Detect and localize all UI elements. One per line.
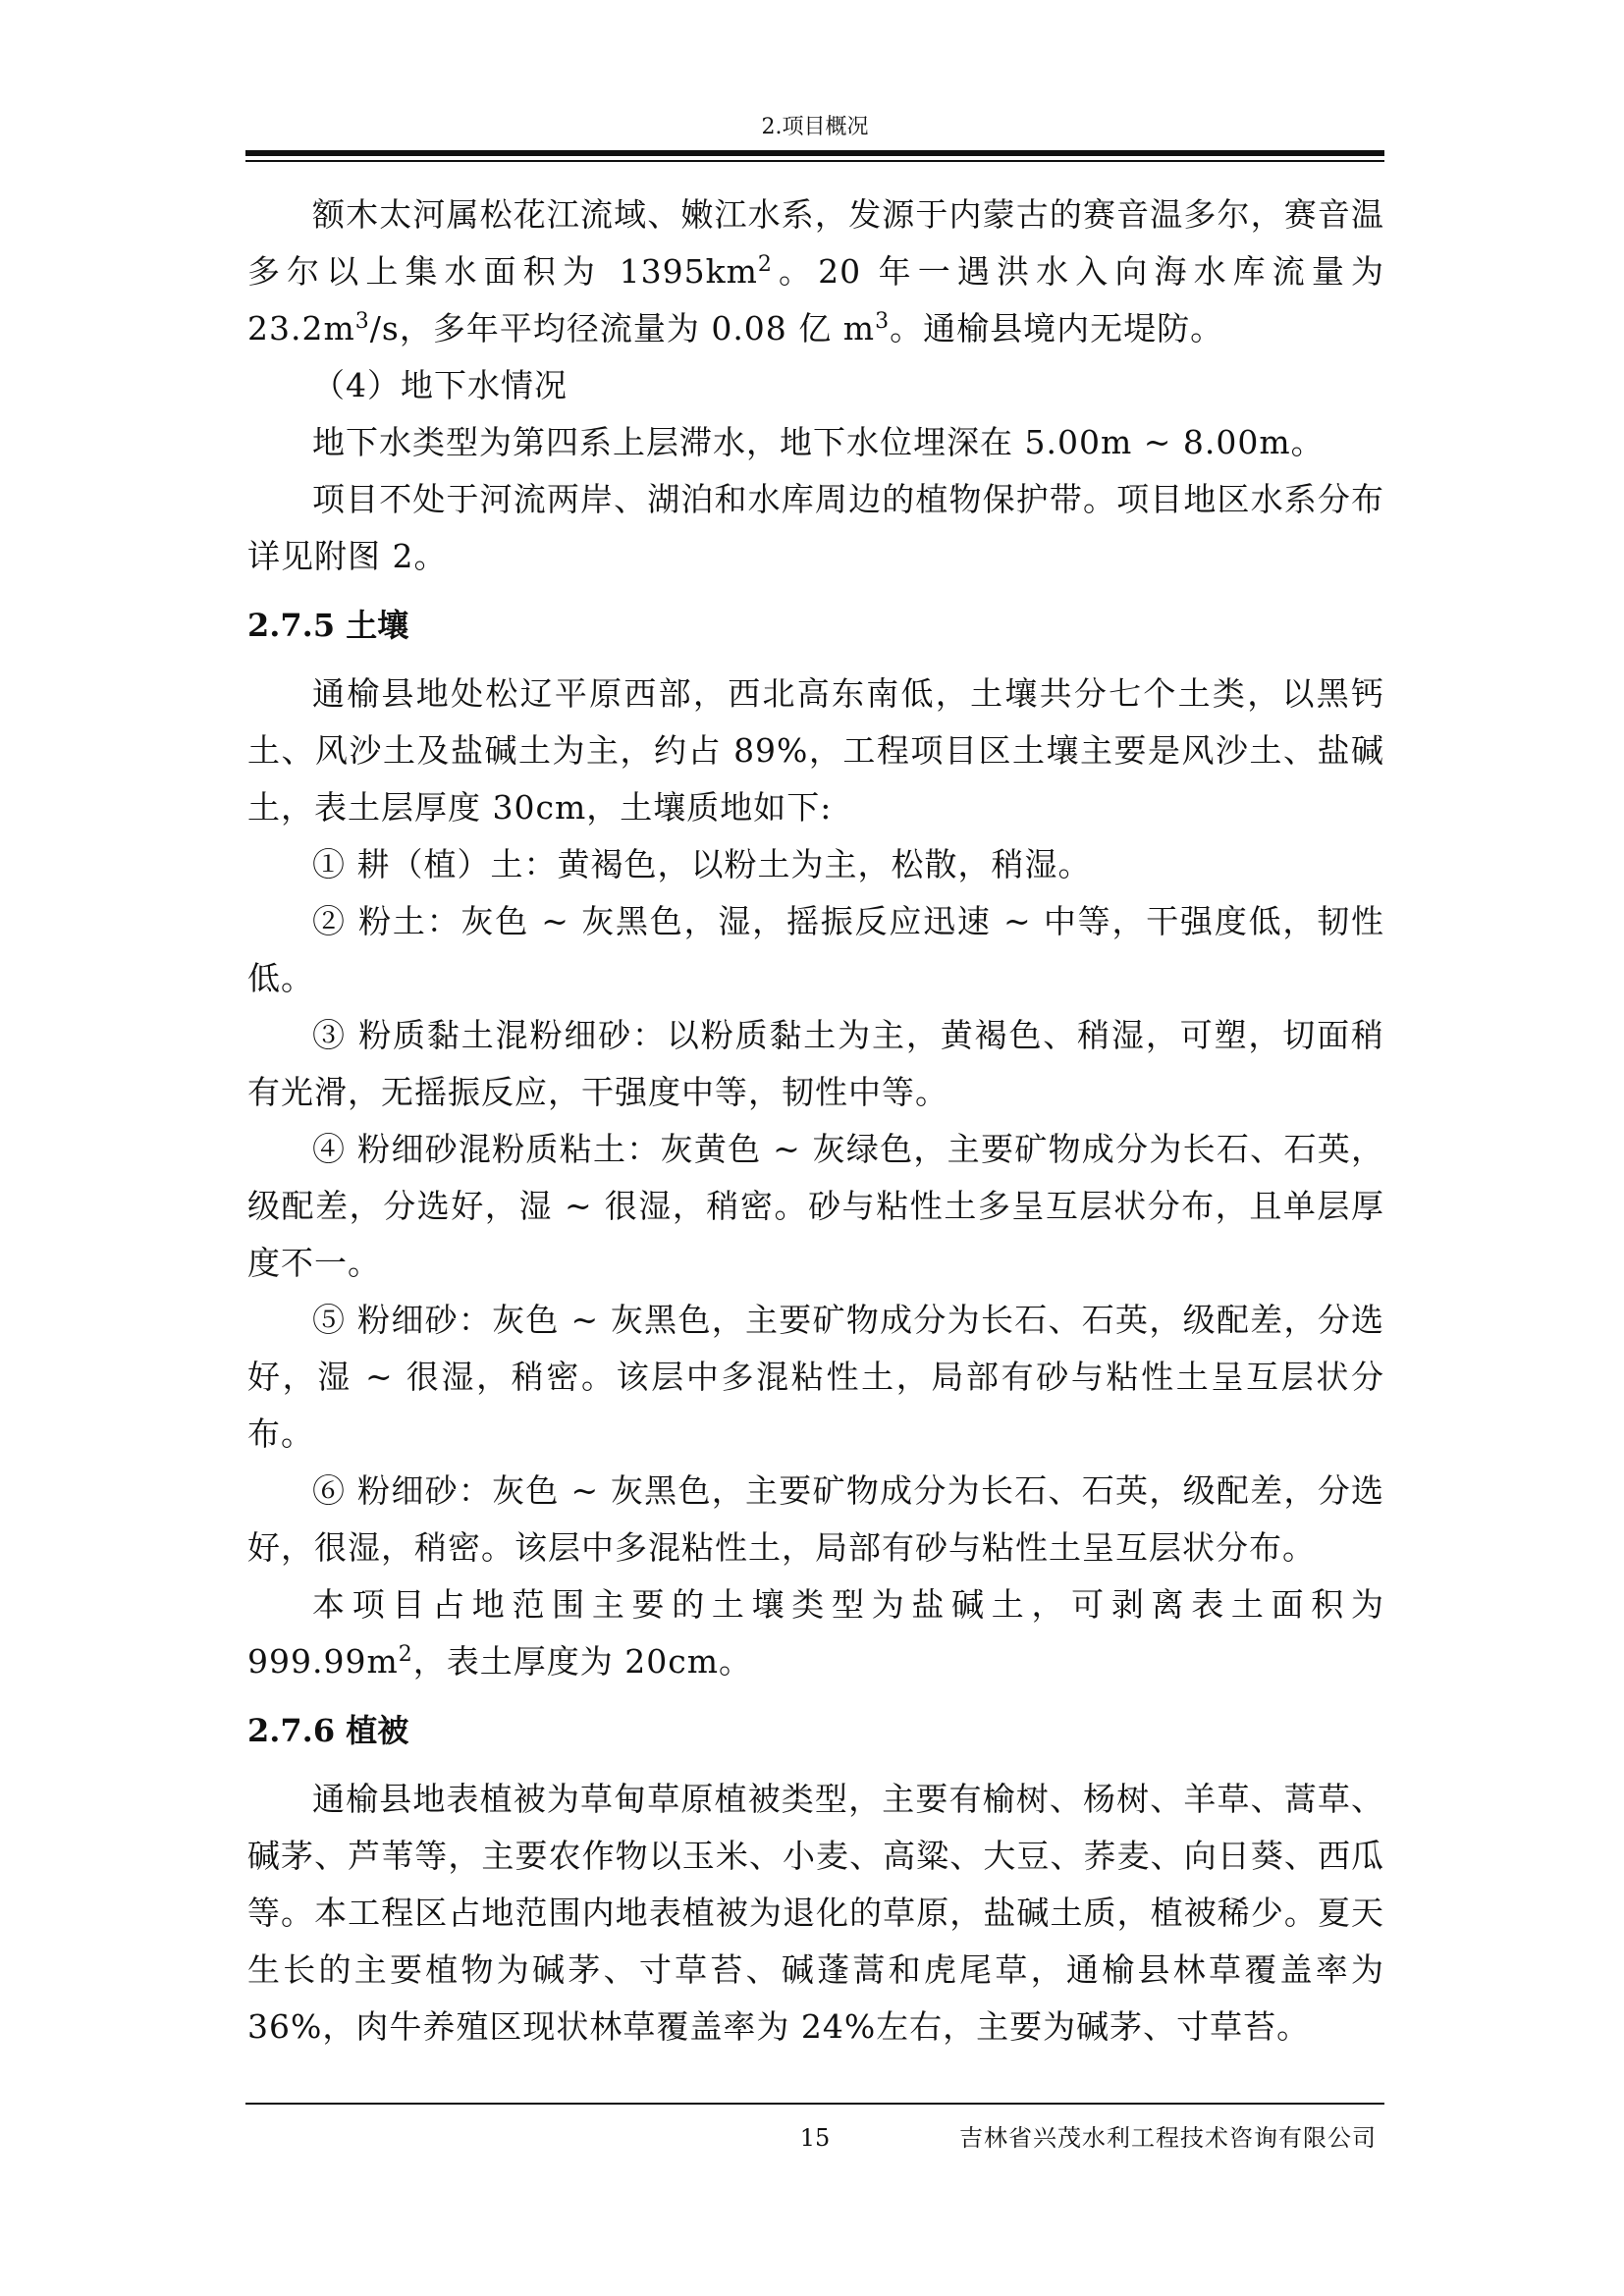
paragraph-topsoil (247, 1576, 1384, 1690)
paragraph-river-part3: /s，多年平均径流量为 0.08 亿 m (369, 309, 876, 347)
paragraph-protection-belt: 项目不处于河流两岸、湖泊和水库周边的植物保护带。项目地区水系分布详见附图 2。 (247, 480, 1384, 575)
paragraph-topsoil-part2: ，表土厚度为 20cm。 (412, 1642, 753, 1681)
superscript-topsoil: 2 (398, 1642, 413, 1667)
paragraph-river (247, 187, 1384, 357)
subheading-groundwater: （4）地下水情况 (312, 366, 568, 404)
paragraph-groundwater: 地下水类型为第四系上层滞水，地下水位埋深在 5.00m ~ 8.00m。 (312, 423, 1325, 461)
paragraph-river-part2: 。20 年一遇洪水入向海水库流量为 23.2m (247, 252, 1385, 347)
paragraph-topsoil-part1: 本项目占地范围主要的土壤类型为盐碱土，可剥离表土面积为 999.99m (247, 1585, 1384, 1681)
superscript-flow: 3 (354, 309, 370, 334)
section-heading-vegetation: 2.7.6 植被 (247, 1712, 409, 1749)
paragraph-vegetation: 通榆县地表植被为草甸草原植被类型，主要有榆树、杨树、羊草、蒿草、碱茅、芦苇等，主要农作物以玉米、小麦、高粱、大豆、荞麦、向日葵、西瓜等。本工程区占地范围内地表植被为退化的草原，盐碱土质，植被稀少。夏天生长的主要植物为碱茅、寸草苔、碱蓬蒿和虎尾草，通榆县林草覆盖率为 36%，肉牛养殖区现状林草覆盖率为 24%左右，主要为碱茅、寸草苔。 (247, 1780, 1384, 2046)
section-heading-soil: 2.7.5 土壤 (247, 607, 409, 644)
paragraph-soil-intro: 通榆县地处松辽平原西部，西北高东南低，土壤共分七个土类，以黑钙土、风沙土及盐碱土为主，约占 89%，工程项目区土壤主要是风沙土、盐碱土，表土层厚度 30cm，土壤质地如下: (247, 674, 1384, 827)
paragraph-river-part1: 额木太河属松花江流域、嫩江水系，发源于内蒙古的赛音温多尔，赛音温多尔以上集水面积为 1395km (247, 195, 1384, 291)
soil-layer-1: ① 耕（植）土：黄褐色，以粉土为主，松散，稍湿。 (312, 845, 1092, 883)
page-body (247, 187, 1384, 2056)
header-rule-thin (245, 160, 1384, 162)
superscript-volume: 3 (875, 309, 891, 334)
soil-layer-6: ⑥ 粉细砂：灰色 ~ 灰黑色，主要矿物成分为长石、石英，级配差，分选好，很湿，稍密。该层中多混粘性土，局部有砂与粘性土呈互层状分布。 (247, 1471, 1384, 1567)
soil-layer-2: ② 粉土：灰色 ~ 灰黑色，湿，摇振反应迅速 ~ 中等，干强度低，韧性低。 (247, 902, 1384, 997)
soil-layer-5: ⑤ 粉细砂：灰色 ~ 灰黑色，主要矿物成分为长石、石英，级配差，分选好，湿 ~ 很湿，稍密。该层中多混粘性土，局部有砂与粘性土呈互层状分布。 (247, 1301, 1384, 1453)
running-header: 2.项目概况 (761, 115, 869, 139)
header-rule-thick (245, 150, 1384, 156)
footer-rule (245, 2103, 1384, 2105)
footer-company: 吉林省兴茂水利工程技术咨询有限公司 (959, 2124, 1377, 2152)
page-number: 15 (799, 2124, 831, 2152)
soil-layer-4: ④ 粉细砂混粉质粘土：灰黄色 ~ 灰绿色，主要矿物成分为长石、石英，级配差，分选好，湿 ~ 很湿，稍密。砂与粘性土多呈互层状分布，且单层厚度不一。 (247, 1130, 1384, 1282)
superscript-area: 2 (757, 252, 773, 277)
soil-layer-3: ③ 粉质黏土混粉细砂：以粉质黏土为主，黄褐色、稍湿，可塑，切面稍有光滑，无摇振反应，干强度中等，韧性中等。 (247, 1016, 1384, 1111)
paragraph-river-part4: 。通榆县境内无堤防。 (890, 309, 1224, 347)
